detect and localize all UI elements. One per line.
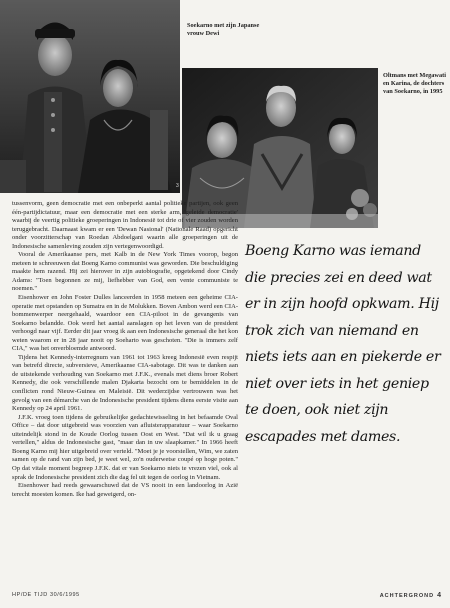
article-paragraph: tussenvorm, geen democratie met een onbeperkt aantal politieke partijen, ook geen één-partijdictatuur, maar een democratie met een sterke arm, 'geleide democratie' waarbij de veertig politieke groeperingen in Indonesië tot drie of vier zouden worden teruggebracht. Daarnaast kwam er een 'Dewan Nasional' (Nationale Raad) opgericht onder voorzitterschap van Roedan Abdoelgani waarin alle groeperingen uit de Indonesische samenleving zouden zijn vertegenwoordigd.: [12, 200, 238, 250]
pull-quote: Boeng Karno was iemand die precies zei en deed wat er in zijn hoofd opkwam. Hij trok zich van niemand en niets iets aan en piekerde er niet over iets in het geniep te doen, ook niet zijn escapades met dames.: [245, 243, 441, 445]
page-number: 4: [437, 592, 442, 599]
photo-caption-left: Soekarno met zijn Japanse vrouw Dewi: [187, 22, 260, 37]
footer-publication: HP/DE TIJD 30/6/1995: [12, 592, 80, 598]
article-paragraph: Tijdens het Kennedy-interregnum van 1961 tot 1963 kreeg Indonesië even respijt van betrefd directe, subversieve, Amerikaanse CIA-sabotage. Dit was te danken aan de uitstekende verhouding van Soekarno met J.F.K., evenals met diens broer Robert Kennedy, die ook verschillende malen Djakarta bezocht om te bemiddelen in de conflicten rond Nieuw-Guinea en Maleisië. Dit wederzijdse vertrouwen was het gevolg van een démarche van de Indonesische president tijdens diens eerste visite aan Kennedy op 24 april 1961.: [12, 353, 238, 413]
footer-section-label: ACHTERGROND: [379, 593, 435, 599]
article-paragraph: J.F.K. vroeg toen tijdens de gebruikelijke gedachtewisseling in het befaamde Oval Office – dat door uitgebreid was voorzien van afluisterapparatuur – waar Soekarno uiteindelijk stond in de Koude Oorlog tussen Oost en West. "Dat wil ik u graag vertellen," aldus de Indonesische gast, "maar dan in uw slaapkamer." In 1966 heeft Boeng Karno mij hier uitgebreid over verteld. "Moet je je voorstellen, Wim, we zaten samen op de rand van zijn bed, je weet wel, zo'n ouderwetse coupé op hoge poten." Op dat vitale moment begreep J.F.K. dat er van Soekarno niets te vrezen viel, ook al sprak de Indonesische president zich die dag fel uit tegen de oorlog in Vietnam.: [12, 413, 238, 481]
photo-caption-right: Oltmans met Megawati en Karina, de dochters van Soekarno, in 1995: [383, 72, 446, 95]
footer-section: [380, 592, 442, 599]
article-paragraph: Vooral de Amerikaanse pers, met Kalb in de New York Times voorop, begon meteen te schreeuwen dat Boeng Karno communist was geworden. Die beschuldiging maakte hem razend. Hij zei hierover in zijn autobiografie, opgetekend door Cindy Adams: "Toen begonnen ze mij, liefhebber van God, een vente communiste te noemen.": [12, 251, 238, 293]
photo-marker: 3: [176, 183, 179, 189]
article-paragraph: Eisenhower en John Foster Dulles lanceerden in 1958 meteen een geheime CIA-operatie met opstanden op Sumatra en in de Molukken. Boven Ambon werd een CIA-bommenwerper neergehaald, waardoor een CIA-piloot in de gevangenis van Soekarno belandde. Ook werd het aantal aanslagen op het leven van de president verhoogd naar vijf. Eerder dit jaar vroeg ik aan een Indonesische generaal die het kon weten waarom er in 28 jaar nooit op Soeharto was geschoten. "Die is immers zelf CIA," was het onverbloemde antwoord.: [12, 294, 238, 353]
article-paragraph: Eisenhower had reeds gewaarschuwd dat de VS nooit in een landoorlog in Azië terecht moesten komen. Ike had geweigerd, on-: [12, 482, 238, 498]
article-body: [12, 200, 238, 588]
photo-soekarno-dewi: [0, 0, 180, 193]
